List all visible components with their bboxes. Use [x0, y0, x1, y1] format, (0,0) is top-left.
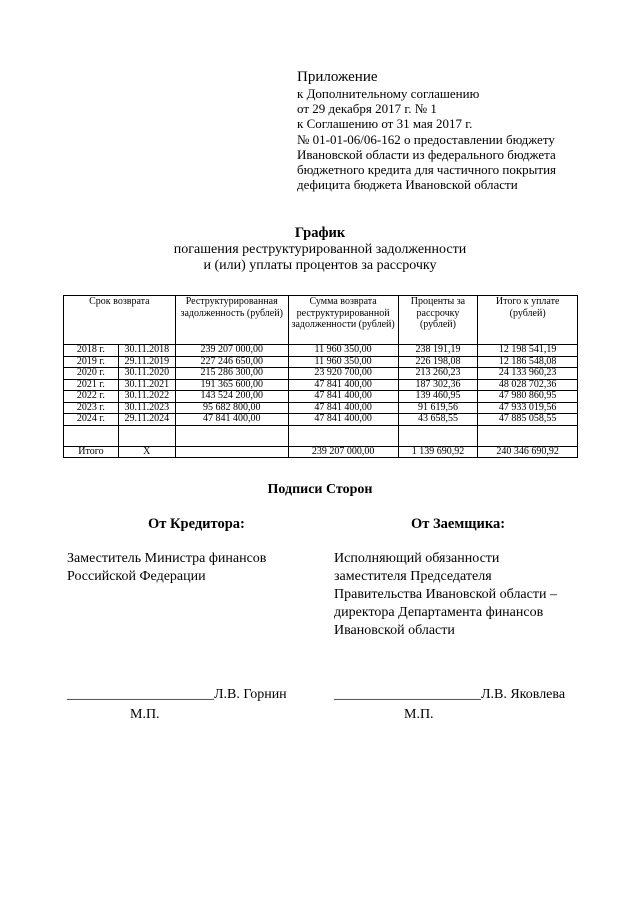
table-row [64, 391, 578, 403]
position-line: директора Департамента финансов [334, 605, 544, 620]
position-line: заместителя Председателя [334, 569, 492, 584]
schedule-subtitle: и (или) уплаты процентов за рассрочку [203, 258, 437, 273]
cell-interest: 187 302,36 [398, 379, 478, 391]
position-line: Заместитель Министра финансов [67, 551, 267, 566]
cell-due-date: Х [118, 446, 175, 458]
schedule-title-block [0, 225, 640, 274]
schedule-title: График [294, 225, 346, 241]
borrower-signature-line: _____________________Л.В. Яковлева [334, 687, 566, 702]
cell-interest: 43 658,55 [398, 414, 478, 426]
cell-debt: 239 207 000,00 [175, 345, 288, 357]
position-line: Ивановской области [334, 623, 455, 638]
cell-debt: 227 246 650,00 [175, 356, 288, 368]
creditor-label: От Кредитора: [148, 516, 245, 532]
cell-year: 2024 г. [64, 414, 119, 426]
cell-debt: 215 286 300,00 [175, 368, 288, 380]
cell-due-date: 30.11.2023 [118, 402, 175, 414]
cell-year: Итого [64, 446, 119, 458]
appendix-line: от 29 декабря 2017 г. № 1 [297, 101, 437, 117]
cell-total: 12 186 548,08 [478, 356, 578, 368]
cell-debt: 95 682 800,00 [175, 402, 288, 414]
appendix-header [297, 68, 556, 192]
appendix-line: к Дополнительному соглашению [297, 86, 480, 101]
cell-interest: 213 260,23 [398, 368, 478, 380]
creditor-position [67, 550, 266, 586]
position-line: Правительства Ивановской области – [334, 587, 557, 602]
cell-repayment: 47 841 400,00 [288, 379, 398, 391]
cell-repayment: 11 960 350,00 [288, 356, 398, 368]
borrower-stamp-place: М.П. [404, 707, 434, 722]
table-row [64, 414, 578, 426]
table-row [64, 402, 578, 414]
cell-interest: 139 460,95 [398, 391, 478, 403]
cell-due-date: 30.11.2018 [118, 345, 175, 357]
schedule-subtitle: погашения реструктурированной задолженности [173, 242, 467, 257]
cell-year: 2023 г. [64, 402, 119, 414]
table-header-row [64, 296, 578, 345]
table-row [64, 345, 578, 357]
cell-due-date: 29.11.2019 [118, 356, 175, 368]
cell-total: 47 933 019,56 [478, 402, 578, 414]
cell-due-date: 30.11.2020 [118, 368, 175, 380]
header-repayment: Сумма возврата реструктурированной задолженности (рублей) [288, 296, 398, 345]
cell-due-date [118, 425, 175, 446]
cell-total: 47 885 058,55 [478, 414, 578, 426]
cell-total: 240 346 690,92 [478, 446, 578, 458]
cell-due-date: 30.11.2022 [118, 391, 175, 403]
cell-debt: 143 524 200,00 [175, 391, 288, 403]
cell-year: 2019 г. [64, 356, 119, 368]
cell-year: 2018 г. [64, 345, 119, 357]
table-row [64, 379, 578, 391]
cell-year: 2020 г. [64, 368, 119, 380]
appendix-line: № 01-01-06/06-162 о предоставлении бюджету [297, 131, 555, 147]
cell-due-date: 29.11.2024 [118, 414, 175, 426]
header-due-date: Срок возврата [64, 296, 176, 345]
cell-interest [398, 425, 478, 446]
header-total: Итого к уплате (рублей) [478, 296, 578, 345]
cell-debt: 47 841 400,00 [175, 414, 288, 426]
cell-debt [175, 425, 288, 446]
cell-repayment: 47 841 400,00 [288, 391, 398, 403]
cell-repayment: 47 841 400,00 [288, 414, 398, 426]
table-row [64, 368, 578, 380]
cell-total [478, 425, 578, 446]
cell-interest: 238 191,19 [398, 345, 478, 357]
signatures-heading: Подписи Сторон [267, 482, 373, 497]
total-row [64, 446, 578, 458]
cell-repayment [288, 425, 398, 446]
cell-repayment: 23 920 700,00 [288, 368, 398, 380]
appendix-line: к Соглашению от 31 мая 2017 г. [297, 116, 473, 132]
schedule-table [63, 295, 578, 458]
empty-row [64, 425, 578, 446]
appendix-line: дефицита бюджета Ивановской области [297, 177, 518, 193]
cell-year [64, 425, 119, 446]
cell-interest: 1 139 690,92 [398, 446, 478, 458]
appendix-title: Приложение [297, 69, 378, 85]
cell-interest: 226 198,08 [398, 356, 478, 368]
creditor-signature-line: _____________________Л.В. Горнин [67, 687, 287, 702]
table-row [64, 356, 578, 368]
cell-debt [175, 446, 288, 458]
borrower-label: От Заемщика: [411, 516, 506, 532]
cell-total: 48 028 702,36 [478, 379, 578, 391]
cell-debt: 191 365 600,00 [175, 379, 288, 391]
cell-total: 47 980 860,95 [478, 391, 578, 403]
borrower-position [334, 550, 557, 640]
cell-year: 2022 г. [64, 391, 119, 403]
position-line: Исполняющий обязанности [334, 551, 500, 566]
cell-interest: 91 619,56 [398, 402, 478, 414]
appendix-line: бюджетного кредита для частичного покрытия [297, 162, 557, 178]
cell-repayment: 11 960 350,00 [288, 345, 398, 357]
cell-due-date: 30.11.2021 [118, 379, 175, 391]
cell-year: 2021 г. [64, 379, 119, 391]
appendix-line: Ивановской области из федерального бюджета [297, 146, 556, 162]
creditor-stamp-place: М.П. [130, 707, 160, 722]
cell-total: 24 133 960,23 [478, 368, 578, 380]
header-interest: Проценты за рассрочку (рублей) [398, 296, 478, 345]
position-line: Российской Федерации [67, 569, 206, 584]
cell-repayment: 47 841 400,00 [288, 402, 398, 414]
header-debt: Реструктурированная задолженность (рублей) [175, 296, 288, 345]
cell-total: 12 198 541,19 [478, 345, 578, 357]
cell-repayment: 239 207 000,00 [288, 446, 398, 458]
